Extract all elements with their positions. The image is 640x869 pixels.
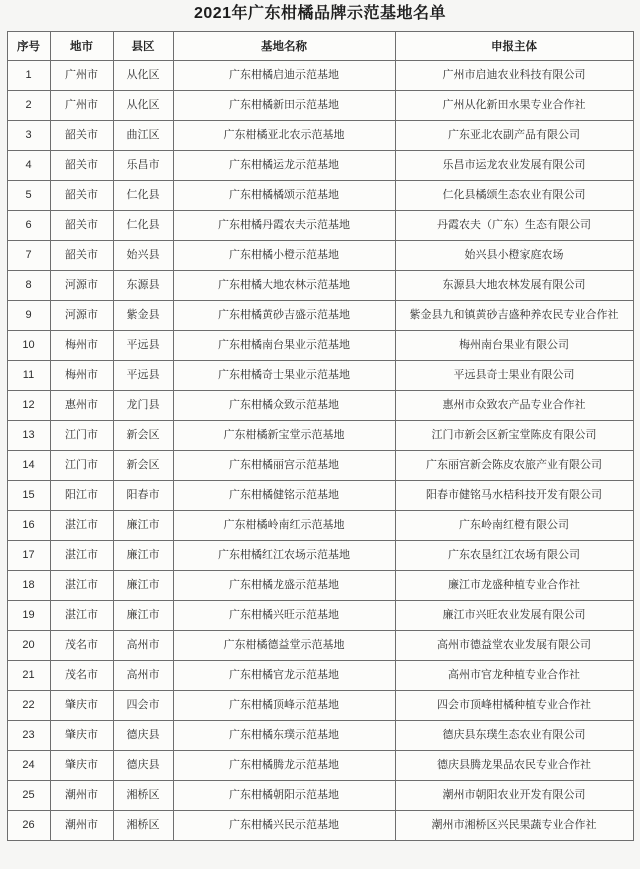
cell-index: 13 xyxy=(7,421,50,451)
cell-index: 25 xyxy=(7,781,50,811)
column-header-county: 县区 xyxy=(113,32,173,61)
cell-applicant: 梅州南台果业有限公司 xyxy=(395,331,633,361)
table-row xyxy=(7,781,633,811)
table-row xyxy=(7,811,633,841)
cell-index: 14 xyxy=(7,451,50,481)
cell-city: 广州市 xyxy=(50,91,113,121)
cell-county: 阳春市 xyxy=(113,481,173,511)
cell-city: 湛江市 xyxy=(50,601,113,631)
cell-applicant: 始兴县小橙家庭农场 xyxy=(395,241,633,271)
cell-county: 新会区 xyxy=(113,421,173,451)
cell-county: 德庆县 xyxy=(113,751,173,781)
cell-base-name: 广东柑橘大地农林示范基地 xyxy=(173,271,395,301)
page-title: 2021年广东柑橘品牌示范基地名单 xyxy=(193,5,447,22)
cell-city: 茂名市 xyxy=(50,661,113,691)
cell-applicant: 仁化县橘颂生态农业有限公司 xyxy=(395,181,633,211)
cell-city: 韶关市 xyxy=(50,241,113,271)
cell-county: 平远县 xyxy=(113,361,173,391)
cell-county: 廉江市 xyxy=(113,601,173,631)
cell-county: 四会市 xyxy=(113,691,173,721)
table-row xyxy=(7,541,633,571)
cell-city: 江门市 xyxy=(50,451,113,481)
cell-applicant: 广东岭南红橙有限公司 xyxy=(395,511,633,541)
cell-applicant: 广东农垦红江农场有限公司 xyxy=(395,541,633,571)
cell-applicant: 德庆县东璞生态农业有限公司 xyxy=(395,721,633,751)
table-row xyxy=(7,571,633,601)
cell-city: 梅州市 xyxy=(50,331,113,361)
cell-county: 新会区 xyxy=(113,451,173,481)
cell-city: 潮州市 xyxy=(50,781,113,811)
cell-base-name: 广东柑橘新田示范基地 xyxy=(173,91,395,121)
cell-county: 仁化县 xyxy=(113,211,173,241)
table-row xyxy=(7,241,633,271)
cell-applicant: 德庆县腾龙果品农民专业合作社 xyxy=(395,751,633,781)
cell-county: 仁化县 xyxy=(113,181,173,211)
cell-base-name: 广东柑橘黄砂吉盛示范基地 xyxy=(173,301,395,331)
cell-index: 8 xyxy=(7,271,50,301)
cell-base-name: 广东柑橘南台果业示范基地 xyxy=(173,331,395,361)
table-row xyxy=(7,751,633,781)
cell-applicant: 紫金县九和镇黄砂吉盛种养农民专业合作社 xyxy=(395,301,633,331)
cell-applicant: 乐昌市运龙农业发展有限公司 xyxy=(395,151,633,181)
table-row xyxy=(7,151,633,181)
table-row xyxy=(7,211,633,241)
cell-city: 韶关市 xyxy=(50,211,113,241)
cell-index: 17 xyxy=(7,541,50,571)
table-body xyxy=(7,61,633,841)
cell-index: 18 xyxy=(7,571,50,601)
cell-base-name: 广东柑橘红江农场示范基地 xyxy=(173,541,395,571)
cell-applicant: 高州市官龙种植专业合作社 xyxy=(395,661,633,691)
cell-county: 高州市 xyxy=(113,631,173,661)
cell-city: 肇庆市 xyxy=(50,721,113,751)
cell-base-name: 广东柑橘橘颂示范基地 xyxy=(173,181,395,211)
cell-applicant: 平远县奇士果业有限公司 xyxy=(395,361,633,391)
table-row xyxy=(7,481,633,511)
cell-base-name: 广东柑橘丽宫示范基地 xyxy=(173,451,395,481)
cell-index: 24 xyxy=(7,751,50,781)
cell-index: 3 xyxy=(7,121,50,151)
cell-county: 紫金县 xyxy=(113,301,173,331)
cell-base-name: 广东柑橘丹霞农夫示范基地 xyxy=(173,211,395,241)
cell-base-name: 广东柑橘奇士果业示范基地 xyxy=(173,361,395,391)
cell-county: 始兴县 xyxy=(113,241,173,271)
table-row xyxy=(7,661,633,691)
column-header-applicant: 申报主体 xyxy=(395,32,633,61)
cell-city: 阳江市 xyxy=(50,481,113,511)
cell-city: 茂名市 xyxy=(50,631,113,661)
cell-city: 潮州市 xyxy=(50,811,113,841)
citrus-base-table xyxy=(7,31,634,841)
cell-index: 12 xyxy=(7,391,50,421)
cell-index: 15 xyxy=(7,481,50,511)
cell-county: 湘桥区 xyxy=(113,781,173,811)
cell-base-name: 广东柑橘腾龙示范基地 xyxy=(173,751,395,781)
cell-applicant: 江门市新会区新宝堂陈皮有限公司 xyxy=(395,421,633,451)
table-row xyxy=(7,121,633,151)
cell-city: 梅州市 xyxy=(50,361,113,391)
cell-applicant: 廉江市龙盛种植专业合作社 xyxy=(395,571,633,601)
cell-index: 23 xyxy=(7,721,50,751)
cell-index: 19 xyxy=(7,601,50,631)
column-header-base-name: 基地名称 xyxy=(173,32,395,61)
cell-base-name: 广东柑橘岭南红示范基地 xyxy=(173,511,395,541)
table-row xyxy=(7,301,633,331)
table-row xyxy=(7,601,633,631)
cell-county: 德庆县 xyxy=(113,721,173,751)
cell-applicant: 阳春市健铭马水桔科技开发有限公司 xyxy=(395,481,633,511)
cell-index: 5 xyxy=(7,181,50,211)
cell-index: 1 xyxy=(7,61,50,91)
cell-city: 惠州市 xyxy=(50,391,113,421)
cell-index: 7 xyxy=(7,241,50,271)
cell-city: 河源市 xyxy=(50,271,113,301)
cell-index: 26 xyxy=(7,811,50,841)
cell-index: 6 xyxy=(7,211,50,241)
cell-base-name: 广东柑橘运龙示范基地 xyxy=(173,151,395,181)
cell-index: 9 xyxy=(7,301,50,331)
cell-county: 高州市 xyxy=(113,661,173,691)
cell-applicant: 广东亚北农副产品有限公司 xyxy=(395,121,633,151)
cell-base-name: 广东柑橘亚北农示范基地 xyxy=(173,121,395,151)
table-row xyxy=(7,631,633,661)
cell-base-name: 广东柑橘官龙示范基地 xyxy=(173,661,395,691)
cell-county: 从化区 xyxy=(113,61,173,91)
table-row xyxy=(7,181,633,211)
cell-base-name: 广东柑橘启迪示范基地 xyxy=(173,61,395,91)
table-row xyxy=(7,451,633,481)
cell-index: 10 xyxy=(7,331,50,361)
cell-city: 韶关市 xyxy=(50,181,113,211)
cell-city: 湛江市 xyxy=(50,541,113,571)
cell-county: 乐昌市 xyxy=(113,151,173,181)
cell-applicant: 潮州市朝阳农业开发有限公司 xyxy=(395,781,633,811)
cell-base-name: 广东柑橘顶峰示范基地 xyxy=(173,691,395,721)
table-row xyxy=(7,271,633,301)
cell-county: 曲江区 xyxy=(113,121,173,151)
cell-base-name: 广东柑橘东璞示范基地 xyxy=(173,721,395,751)
cell-index: 22 xyxy=(7,691,50,721)
cell-index: 21 xyxy=(7,661,50,691)
cell-city: 肇庆市 xyxy=(50,691,113,721)
cell-applicant: 惠州市众致农产品专业合作社 xyxy=(395,391,633,421)
table-row xyxy=(7,691,633,721)
cell-county: 东源县 xyxy=(113,271,173,301)
cell-city: 河源市 xyxy=(50,301,113,331)
cell-index: 2 xyxy=(7,91,50,121)
cell-city: 韶关市 xyxy=(50,121,113,151)
cell-city: 韶关市 xyxy=(50,151,113,181)
header-row xyxy=(7,32,633,61)
cell-base-name: 广东柑橘朝阳示范基地 xyxy=(173,781,395,811)
cell-city: 广州市 xyxy=(50,61,113,91)
cell-applicant: 广东丽宫新会陈皮农旅产业有限公司 xyxy=(395,451,633,481)
cell-city: 肇庆市 xyxy=(50,751,113,781)
cell-base-name: 广东柑橘龙盛示范基地 xyxy=(173,571,395,601)
cell-base-name: 广东柑橘众致示范基地 xyxy=(173,391,395,421)
cell-applicant: 丹霞农夫（广东）生态有限公司 xyxy=(395,211,633,241)
cell-county: 廉江市 xyxy=(113,541,173,571)
cell-applicant: 潮州市湘桥区兴民果蔬专业合作社 xyxy=(395,811,633,841)
table-row xyxy=(7,421,633,451)
cell-applicant: 广州市启迪农业科技有限公司 xyxy=(395,61,633,91)
cell-county: 龙门县 xyxy=(113,391,173,421)
column-header-index: 序号 xyxy=(7,32,50,61)
cell-county: 廉江市 xyxy=(113,571,173,601)
cell-city: 湛江市 xyxy=(50,511,113,541)
table-row xyxy=(7,511,633,541)
column-header-city: 地市 xyxy=(50,32,113,61)
cell-base-name: 广东柑橘兴民示范基地 xyxy=(173,811,395,841)
table-row xyxy=(7,361,633,391)
table-row xyxy=(7,331,633,361)
cell-index: 4 xyxy=(7,151,50,181)
cell-index: 16 xyxy=(7,511,50,541)
cell-applicant: 高州市德益堂农业发展有限公司 xyxy=(395,631,633,661)
cell-base-name: 广东柑橘健铭示范基地 xyxy=(173,481,395,511)
table-row xyxy=(7,721,633,751)
table-row xyxy=(7,61,633,91)
table-row xyxy=(7,91,633,121)
cell-applicant: 广州从化新田水果专业合作社 xyxy=(395,91,633,121)
cell-county: 廉江市 xyxy=(113,511,173,541)
cell-base-name: 广东柑橘新宝堂示范基地 xyxy=(173,421,395,451)
cell-base-name: 广东柑橘德益堂示范基地 xyxy=(173,631,395,661)
cell-city: 湛江市 xyxy=(50,571,113,601)
cell-base-name: 广东柑橘兴旺示范基地 xyxy=(173,601,395,631)
cell-city: 江门市 xyxy=(50,421,113,451)
cell-applicant: 四会市顶峰柑橘种植专业合作社 xyxy=(395,691,633,721)
table-row xyxy=(7,391,633,421)
cell-county: 平远县 xyxy=(113,331,173,361)
cell-index: 20 xyxy=(7,631,50,661)
cell-base-name: 广东柑橘小橙示范基地 xyxy=(173,241,395,271)
cell-county: 从化区 xyxy=(113,91,173,121)
cell-applicant: 廉江市兴旺农业发展有限公司 xyxy=(395,601,633,631)
cell-applicant: 东源县大地农林发展有限公司 xyxy=(395,271,633,301)
cell-index: 11 xyxy=(7,361,50,391)
cell-county: 湘桥区 xyxy=(113,811,173,841)
